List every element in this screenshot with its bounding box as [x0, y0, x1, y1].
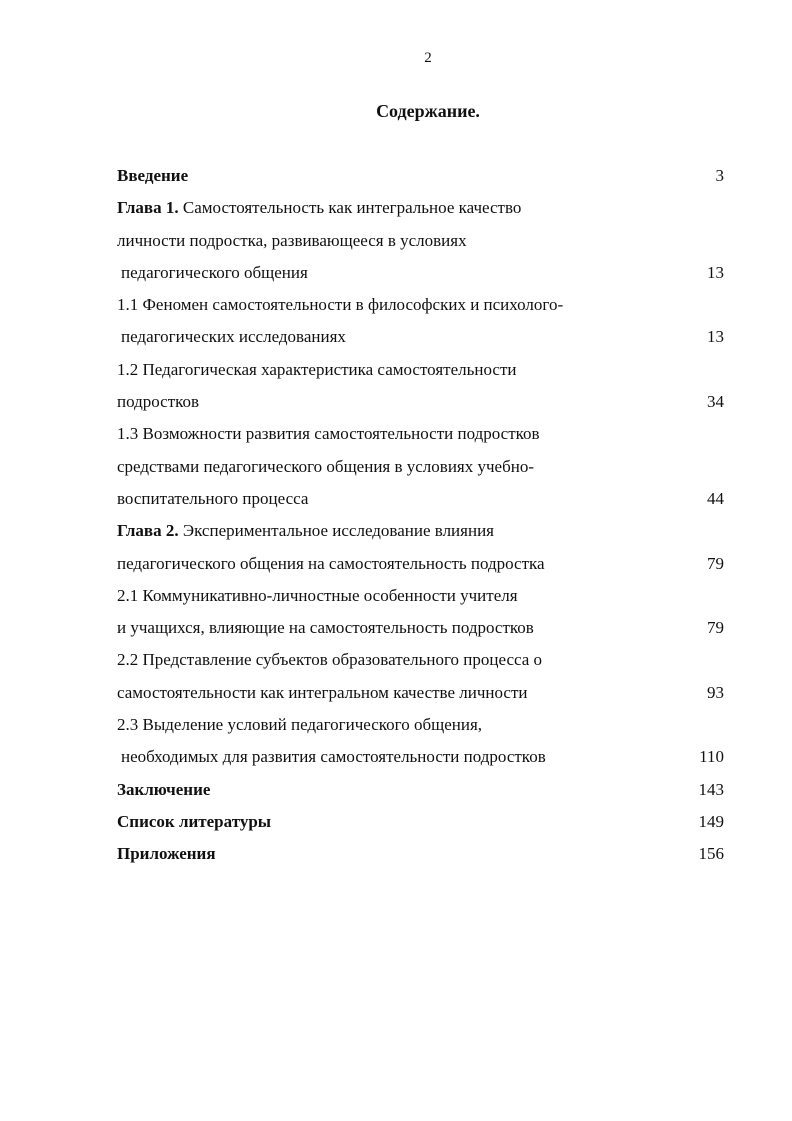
toc-row: [117, 680, 724, 712]
toc-text: личности подростка, развивающееся в условиях: [117, 230, 467, 250]
toc-text: Экспериментальное исследование влияния: [178, 521, 494, 541]
toc-page-number: 79: [707, 618, 724, 638]
toc-row: [117, 195, 724, 227]
toc-text: педагогического общения на самостоятельность подростка: [117, 553, 545, 573]
toc-page-number: 13: [707, 262, 724, 282]
toc-row: [117, 324, 724, 356]
toc-row: [117, 647, 724, 679]
toc-bold-text: Заключение: [117, 779, 211, 799]
toc-page-number: 93: [707, 682, 724, 702]
toc-row: [117, 777, 724, 809]
toc-text: самостоятельности как интегральном качестве личности: [117, 682, 528, 702]
toc-row: [117, 615, 724, 647]
toc-page-number: 110: [699, 747, 724, 767]
toc-row: [117, 486, 724, 518]
toc-text: 2.3 Выделение условий педагогического общения,: [117, 715, 483, 735]
toc-text: педагогических исследованиях: [121, 327, 346, 347]
page-number: 2: [424, 50, 432, 66]
toc-page-number: 143: [698, 779, 724, 799]
toc-row: [117, 421, 724, 453]
toc-row: [117, 389, 724, 421]
toc-row: [117, 228, 724, 260]
toc-row: [117, 357, 724, 389]
toc-row: [117, 744, 724, 776]
toc-row: [117, 260, 724, 292]
toc-text: педагогического общения: [121, 262, 308, 282]
toc-row: [117, 712, 724, 744]
page-title: Содержание.: [376, 101, 480, 121]
toc-text: 1.1 Феномен самостоятельности в философских и психолого-: [117, 295, 564, 315]
toc-text: подростков: [117, 392, 200, 412]
toc-bold-text: Введение: [117, 166, 189, 185]
toc-row: [117, 583, 724, 615]
toc-text: воспитательного процесса: [117, 488, 309, 508]
toc-page-number: 149: [698, 811, 724, 831]
toc-text: 2.2 Представление субъектов образовательного процесса о: [117, 650, 543, 670]
toc-bold-text: Приложения: [117, 844, 216, 864]
toc-row: [117, 454, 724, 486]
toc-text: 2.1 Коммуникативно-личностные особенности учителя: [117, 585, 518, 605]
toc-page-number: 79: [707, 553, 724, 573]
toc-text: 1.3 Возможности развития самостоятельности подростков: [117, 424, 540, 444]
toc-page-number: 44: [707, 488, 724, 508]
toc-page-number: 34: [707, 392, 724, 412]
toc-page-number: 156: [698, 844, 724, 864]
toc-row: [117, 809, 724, 841]
toc-text: Самостоятельность как интегральное качество: [178, 198, 522, 218]
toc-bold-text: Список литературы: [117, 811, 272, 831]
toc-page-number: 3: [715, 166, 724, 185]
toc-row: [117, 163, 724, 195]
toc-text: и учащихся, влияющие на самостоятельность подростков: [117, 618, 534, 638]
toc-row: [117, 518, 724, 550]
toc-bold-text: Глава 2.: [117, 521, 179, 541]
toc-text: 1.2 Педагогическая характеристика самостоятельности: [117, 359, 517, 379]
table-of-contents: [117, 163, 724, 874]
toc-row: [117, 292, 724, 324]
toc-row: [117, 551, 724, 583]
toc-text: необходимых для развития самостоятельности подростков: [121, 747, 546, 767]
toc-text: средствами педагогического общения в условиях учебно-: [117, 456, 534, 476]
toc-row: [117, 841, 724, 873]
toc-page-number: 13: [707, 327, 724, 347]
toc-bold-text: Глава 1.: [117, 198, 179, 218]
